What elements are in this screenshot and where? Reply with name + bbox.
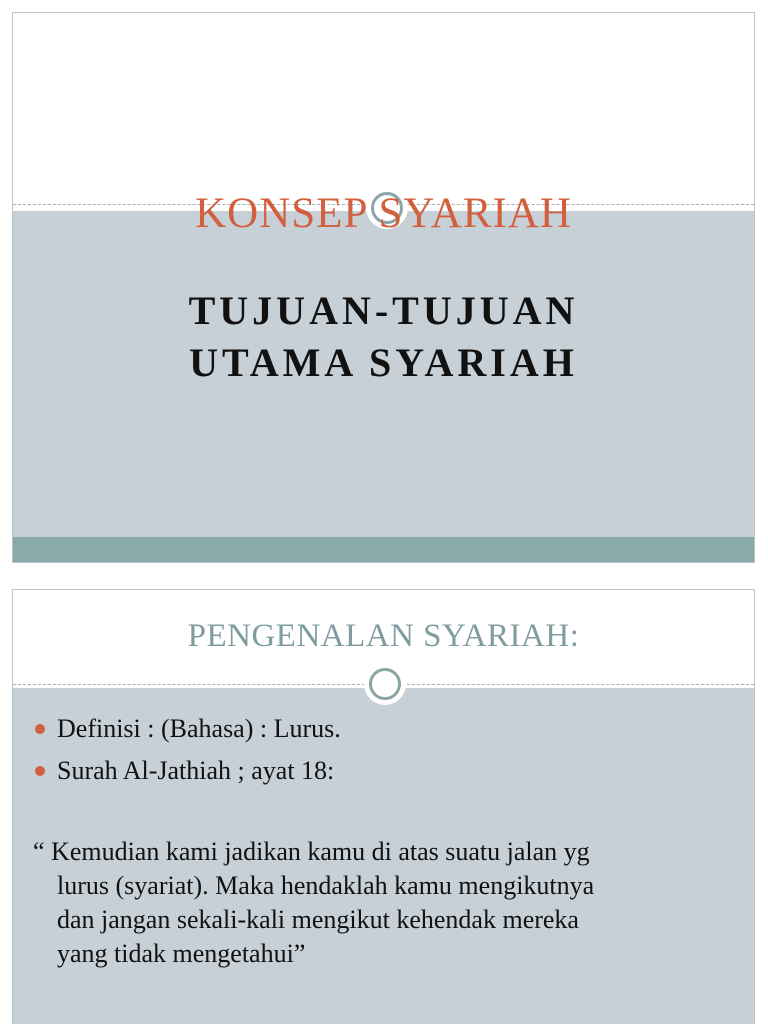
subtitle-line: UTAMA SYARIAH	[189, 340, 578, 385]
quote-line: “ Kemudian kami jadikan kamu di atas suatu jalan yg	[33, 837, 590, 866]
quote-block	[33, 835, 733, 971]
slide-1-bottom-bar	[13, 537, 754, 562]
bullet-text: Surah Al-Jathiah ; ayat 18:	[57, 756, 335, 785]
slide-1-title: KONSEP SYARIAH	[195, 190, 572, 237]
bullet-item	[35, 708, 341, 750]
subtitle-line: TUJUAN-TUJUAN	[188, 288, 579, 333]
bullet-dot-icon	[35, 724, 45, 734]
bullet-text: Definisi : (Bahasa) : Lurus.	[57, 714, 341, 743]
bullet-dot-icon	[35, 766, 45, 776]
quote-line: dan jangan sekali-kali mengikut kehendak mereka	[57, 905, 579, 934]
slide-1-subtitle	[13, 285, 754, 389]
quote-line: yang tidak mengetahui”	[57, 939, 306, 968]
slide-2	[12, 589, 755, 1024]
quote-line: lurus (syariat). Maka hendaklah kamu mengikutnya	[57, 871, 595, 900]
circle-ornament-icon	[364, 663, 406, 705]
slide-1	[12, 12, 755, 563]
slide-2-title: PENGENALAN SYARIAH:	[187, 618, 580, 654]
bullet-list	[35, 708, 341, 792]
bullet-item	[35, 750, 341, 792]
